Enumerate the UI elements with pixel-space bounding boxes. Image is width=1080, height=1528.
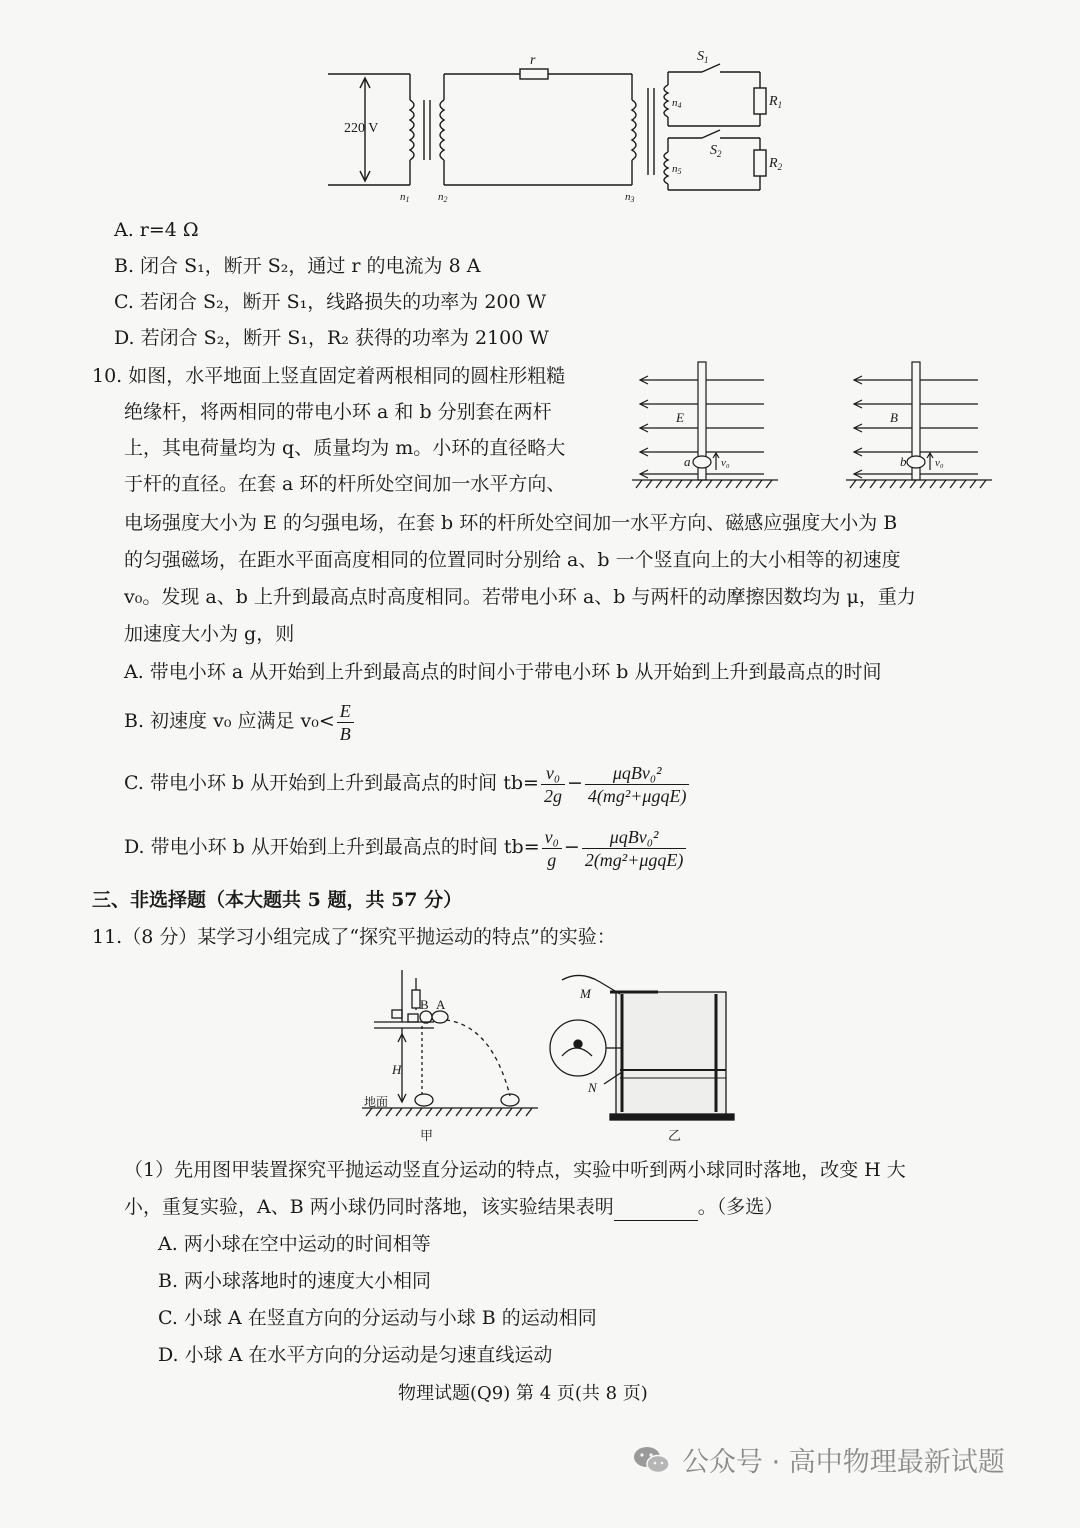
figure-yi-caption: 乙 [668, 1128, 682, 1143]
wechat-icon [632, 1444, 672, 1476]
q10-option-d [124, 822, 688, 872]
q10-magnetic-field-figure [846, 358, 996, 492]
coil-n1-label: n1 [400, 191, 410, 204]
fraction-denominator: B [339, 723, 351, 744]
transformer-circuit-diagram [320, 40, 790, 210]
coil-n2-label: n2 [438, 191, 448, 204]
q10-line-5: 电场强度大小为 E 的匀强电场，在套 b 环的杆所处空间加一水平方向、磁感应强度大小为 B [124, 512, 898, 534]
q11-part1-line-2 [124, 1193, 783, 1221]
q11-title: 11.（8 分）某学习小组完成了“探究平抛运动的特点”的实验： [92, 926, 616, 948]
q10-option-b [124, 696, 356, 746]
q11-option-a: A. 两小球在空中运动的时间相等 [158, 1233, 431, 1255]
q10-option-d-fraction-2 [582, 826, 687, 871]
q10-option-c-text: C. 带电小环 b 从开始到上升到最高点的时间 tb= [124, 772, 539, 794]
voltage-label: 220 V [344, 121, 379, 136]
watermark [632, 1440, 1005, 1479]
page-footer: 物理试题(Q9) 第 4 页(共 8 页) [398, 1383, 648, 1404]
field-e-label: E [676, 410, 684, 425]
switch-s2-label: $S_2$ [710, 143, 722, 159]
q9-option-a: A. r=4 Ω [114, 219, 199, 241]
ring-b-label: b [900, 454, 907, 469]
q10-line-7: v₀。发现 a、b 上升到最高点时高度相同。若带电小环 a、b 与两杆的动摩擦因数均为 μ，重力 [124, 586, 916, 608]
height-h-label: H [392, 1062, 402, 1077]
fraction-numerator: μqBv₀² [585, 762, 690, 785]
q11-part1-line-1: （1）先用图甲装置探究平抛运动竖直分运动的特点，实验中听到两小球同时落地，改变 H 大 [124, 1159, 906, 1181]
q11-option-b: B. 两小球落地时的速度大小相同 [158, 1270, 432, 1292]
q10-line-8: 加速度大小为 g，则 [124, 623, 295, 645]
label-n: N [588, 1080, 597, 1095]
ball-a-label: A [436, 997, 446, 1012]
coil-n3-label: n3 [625, 191, 635, 204]
coil-n5-label: n5 [672, 163, 682, 176]
fraction-denominator: g [547, 849, 557, 870]
coil-n4-label: n4 [672, 97, 682, 110]
fraction-numerator: v₀ [541, 762, 565, 785]
q11-option-c: C. 小球 A 在竖直方向的分运动与小球 B 的运动相同 [158, 1307, 597, 1329]
q10-line-4: 于杆的直径。在套 a 环的杆所处空间加一水平方向、 [124, 473, 566, 495]
label-m: M [580, 986, 591, 1001]
q10-line-6: 的匀强磁场，在距水平面高度相同的位置同时分别给 a、b 一个竖直向上的大小相等的初速度 [124, 549, 901, 571]
answer-blank[interactable] [614, 1200, 698, 1221]
q9-option-b: B. 闭合 S₁，断开 S₂，通过 r 的电流为 8 A [114, 255, 481, 277]
ring-a-label: a [684, 454, 691, 469]
q11-option-d: D. 小球 A 在水平方向的分运动是匀速直线运动 [158, 1344, 553, 1366]
q10-option-d-text: D. 带电小环 b 从开始到上升到最高点的时间 tb= [124, 836, 540, 858]
fraction-denominator: 2g [543, 785, 562, 806]
q10-option-c [124, 758, 691, 808]
q11-part1-line-2-tail: 。（多选） [697, 1196, 784, 1218]
resistor-r-label: r [530, 53, 536, 68]
switch-s1-label: $S_1$ [697, 49, 709, 65]
q11-figure-yi [540, 960, 750, 1150]
figure-jia-caption: 甲 [420, 1128, 434, 1143]
fraction-numerator: E [337, 700, 354, 723]
q10-line-1: 10. 如图，水平地面上竖直固定着两根相同的圆柱形粗糙 [92, 365, 566, 387]
q10-option-d-fraction-1 [542, 826, 562, 871]
minus-sign: − [563, 836, 580, 858]
fraction-numerator: v₀ [542, 826, 562, 849]
field-b-label: B [890, 410, 898, 425]
ball-b-label: B [420, 997, 429, 1012]
fraction-denominator: 4(mg²+μgqE) [587, 785, 687, 806]
q10-option-c-fraction-2 [585, 762, 690, 807]
v0-label-b: v₀ [935, 457, 944, 469]
v0-label-a: v₀ [721, 457, 730, 469]
ground-label: 地面 [364, 1095, 389, 1109]
section-3-heading: 三、非选择题（本大题共 5 题，共 57 分） [92, 889, 463, 911]
resistor-r2-label: $R_2$ [769, 156, 783, 172]
q9-option-c: C. 若闭合 S₂，断开 S₁，线路损失的功率为 200 W [114, 291, 547, 313]
q11-figure-jia [362, 960, 540, 1150]
q10-electric-field-figure [632, 358, 782, 492]
resistor-r1-label: $R_1$ [769, 94, 783, 110]
q10-option-a: A. 带电小环 a 从开始到上升到最高点的时间小于带电小环 b 从开始到上升到最高点的时间 [124, 661, 882, 683]
q10-line-2: 绝缘杆，将两相同的带电小环 a 和 b 分别套在两杆 [124, 401, 552, 423]
watermark-text: 公众号 · 高中物理最新试题 [682, 1447, 1005, 1478]
q10-option-c-fraction-1 [541, 762, 565, 807]
fraction-denominator: 2(mg²+μgqE) [584, 849, 684, 870]
q9-option-d: D. 若闭合 S₂，断开 S₁，R₂ 获得的功率为 2100 W [114, 327, 549, 349]
fraction-numerator: μqBv₀² [582, 826, 687, 849]
q11-part1-line-2-text: 小，重复实验，A、B 两小球仍同时落地，该实验结果表明 [124, 1196, 614, 1218]
q10-line-3: 上，其电荷量均为 q、质量均为 m。小环的直径略大 [124, 437, 566, 459]
minus-sign: − [566, 772, 583, 794]
q10-option-b-text: B. 初速度 v₀ 应满足 v₀< [124, 710, 335, 732]
q10-option-b-fraction [337, 700, 354, 745]
